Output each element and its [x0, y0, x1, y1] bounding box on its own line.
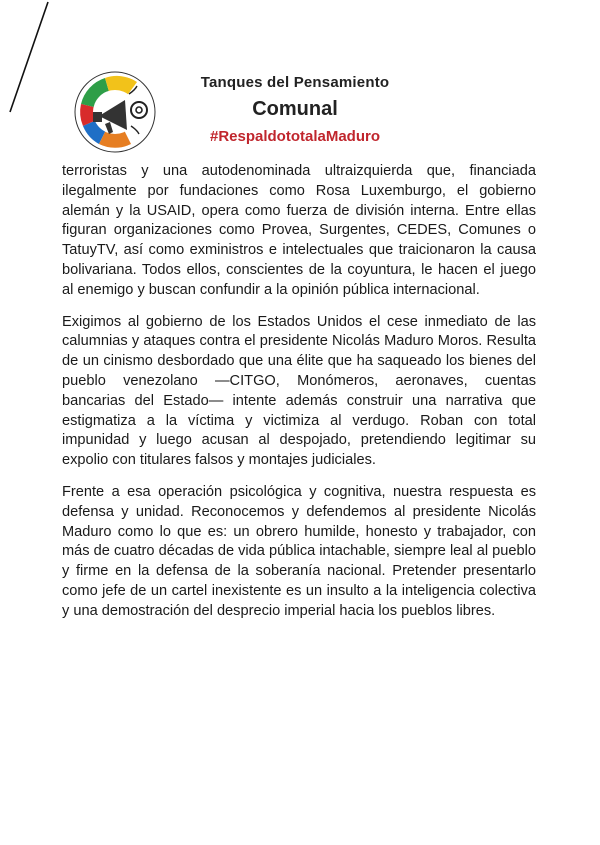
body-paragraph-3: Frente a esa operación psicológica y cognitiva, nuestra respuesta es defensa y unidad. Reconocemos y defendemos al presidente Nicolás Maduro como lo que es: un obrero humilde, honesto y trabajador, con más de cuatro décadas de vida pública intachable, siempre leal al pueblo y firme en la defensa de la soberanía nacional. Pretender presentarlo como jefe de un cartel inexistente es un insulto a la inteligencia colectiva y una demostración del desprecio imperial hacia los pueblos libres. [62, 483, 536, 619]
header-title-line1: Tanques del Pensamiento [200, 74, 390, 91]
document-body [62, 162, 536, 634]
document-header [55, 60, 545, 160]
body-paragraph-2: Exigimos al gobierno de los Estados Unidos el cese inmediato de las calumnias y ataques contra el presidente Nicolás Maduro Moros. Resulta de un cinismo desbordado que una élite que ha saqueado los bienes del pueblo venezolano —CITGO, Monómeros, aeronaves, cuentas bancarias del Estado— intente además construir una narrativa que estigmatiza a la víctima y victimiza al verdugo. Roban con total impunidad y luego acusan al despojado, pretendiendo legitimar su expolio con titulares falsos y montajes judiciales. [62, 313, 536, 469]
header-hashtag: #RespaldototalaMaduro [209, 128, 381, 145]
megaphone-logo-icon [65, 60, 165, 160]
body-paragraph-1: terroristas y una autodenominada ultraizquierda que, financiada ilegalmente por fundaciones como Rosa Luxemburgo, el gobierno alemán y la USAID, opera como fuerza de división interna. Entre ellas figuran organizaciones como Provea, Surgentes, CEDES, Comunes o TatuyTV, así como exministros e intelectuales que traicionaron la causa bolivariana. Todos ellos, conscientes de la coyuntura, le hacen el juego al enemigo y buscan confundir a la opinión pública internacional. [62, 163, 536, 298]
header-title-line2: Comunal [252, 98, 338, 120]
header-titles [185, 74, 405, 145]
scan-edge-line [4, 0, 54, 120]
